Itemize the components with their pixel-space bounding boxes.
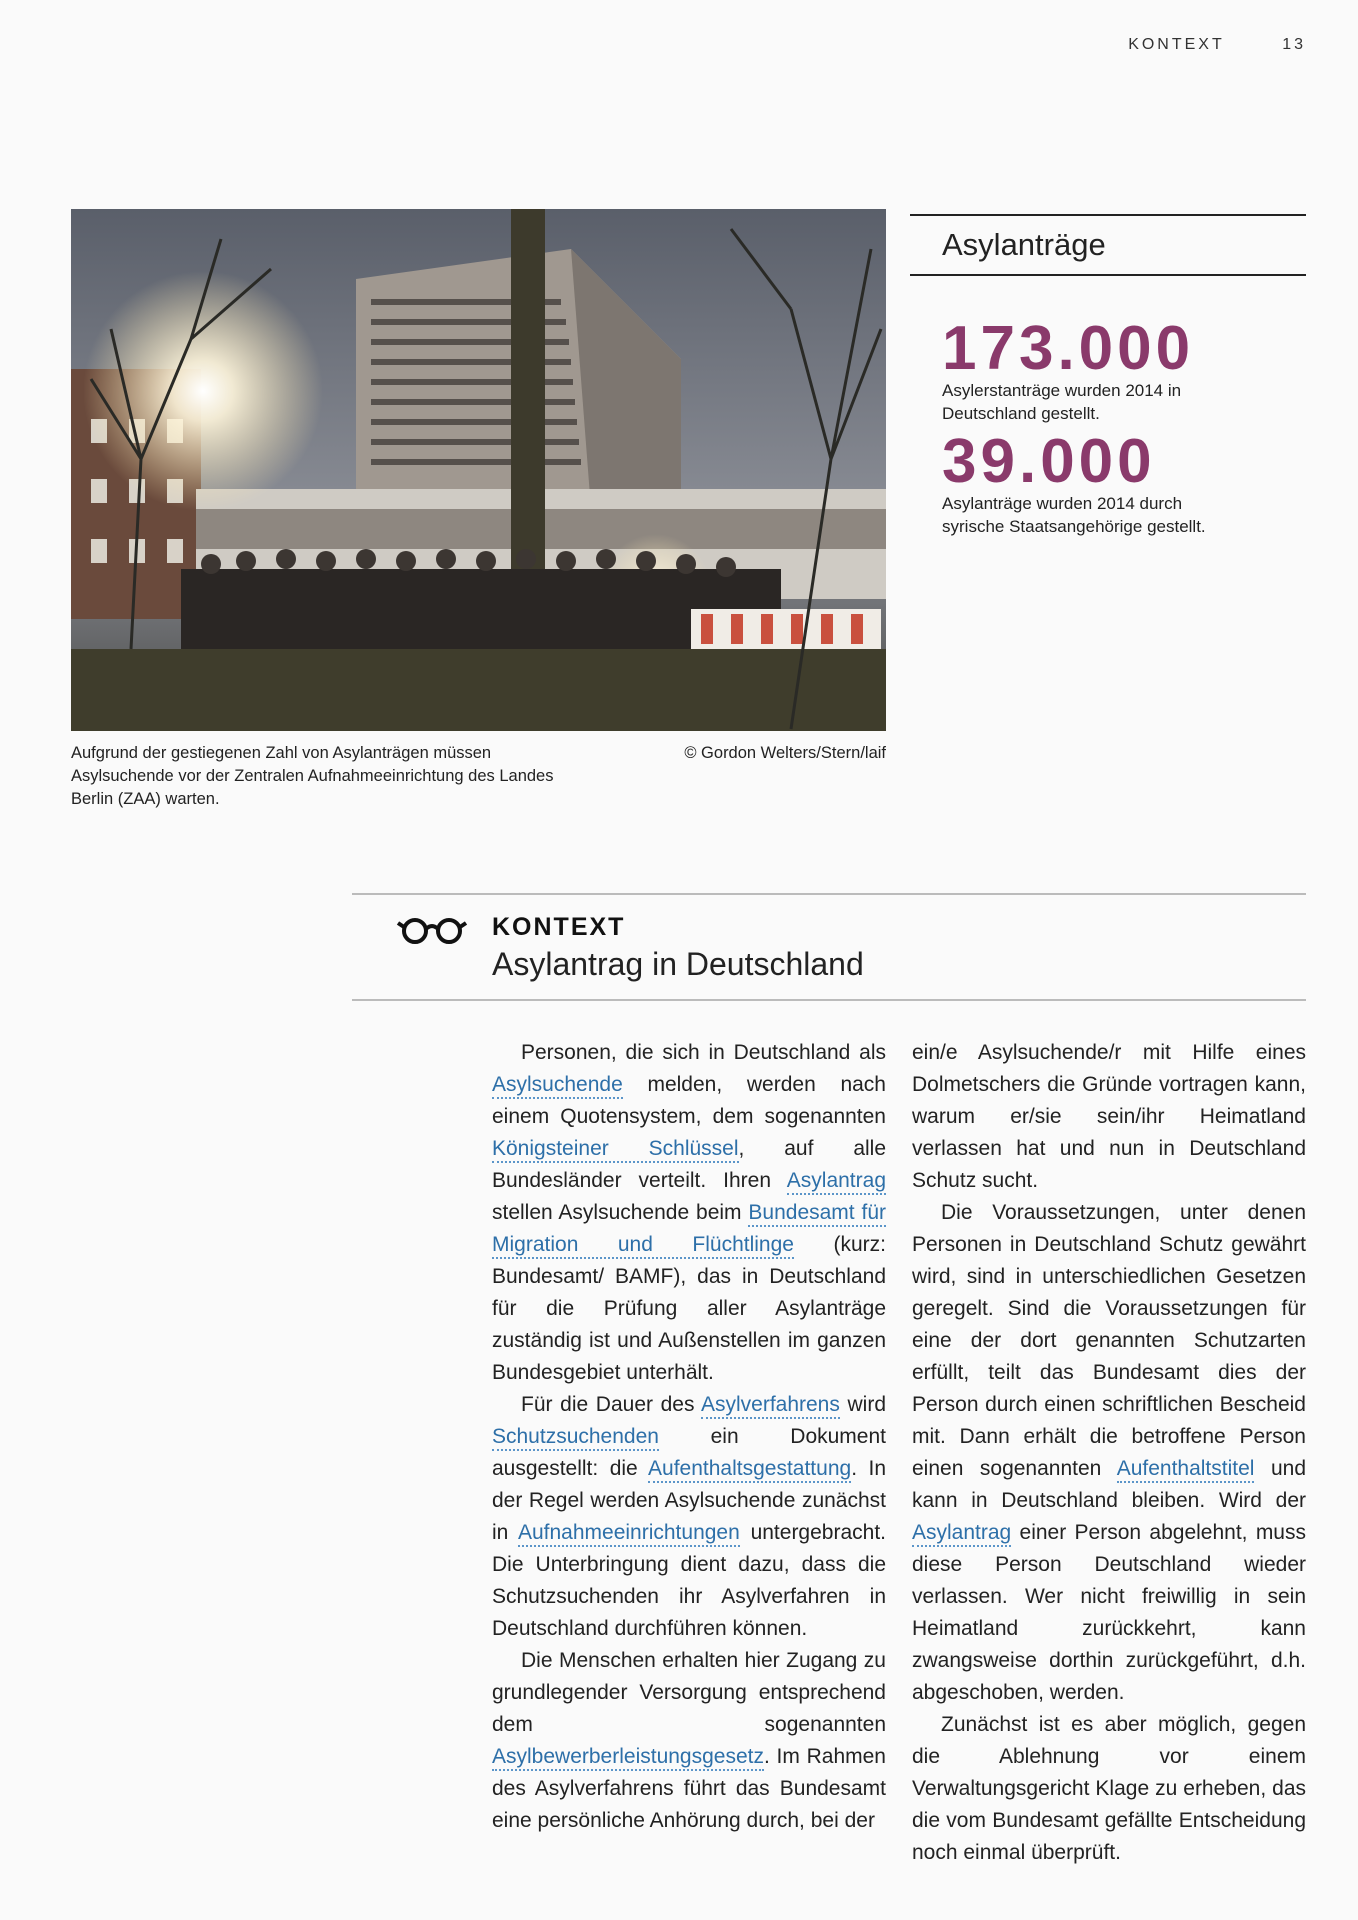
- context-bottom-rule: [352, 999, 1306, 1001]
- body-column-left: [492, 1037, 886, 1837]
- text: einer Person abgelehnt, muss diese Person Deutschland wieder verlassen. Wer nicht freiwillig in sein Heimatland zurückkehrt, kann zwangsweise dorthin zurückgeführt, d.h. abgeschoben, werden.: [912, 1521, 1306, 1704]
- text: (kurz: Bundesamt/ BAMF), das in Deutschland für die Prüfung aller Asylanträge zuständig ist und Außenstellen im ganzen Bundesgebiet unterhält.: [492, 1233, 886, 1384]
- text: melden, werden nach einem Quotensystem, dem sogenannten: [492, 1073, 886, 1128]
- text: Zunächst ist es aber möglich, gegen die Ablehnung vor einem Verwaltungsgericht Klage zu erheben, das die vom Bundesamt gefällte Entscheidung noch einmal überprüft.: [912, 1713, 1306, 1864]
- photo-image: [71, 209, 886, 731]
- context-title: Asylantrag in Deutschland: [492, 946, 864, 982]
- glossary-link[interactable]: Aufenthaltstitel: [1117, 1457, 1255, 1483]
- text: stellen Asylsuchende beim: [492, 1201, 749, 1224]
- paragraph: [492, 1037, 886, 1389]
- glasses-icon: [396, 913, 468, 949]
- stat-number: 173.000: [942, 314, 1195, 383]
- infobox: [910, 214, 1306, 536]
- stat-desc-line: Asylanträge wurden 2014 durch: [942, 494, 1183, 513]
- text: wird: [839, 1393, 886, 1416]
- photo-credit: © Gordon Welters/Stern/laif: [684, 744, 886, 762]
- infobox-title: Asylanträge: [942, 227, 1106, 262]
- text: ein Dokument ausgestellt: die: [492, 1425, 886, 1480]
- glossary-link[interactable]: Aufenthaltsgestattung: [648, 1457, 851, 1483]
- text: Die Menschen erhalten hier Zugang zu grundlegender Versorgung entsprechend dem sogenannten: [492, 1649, 886, 1736]
- text: untergebracht. Die Unterbringung dient dazu, dass die Schutzsuchenden ihr Asylverfahren in Deutschland durchführen können.: [492, 1521, 886, 1640]
- text: , auf alle Bundesländer verteilt. Ihren: [492, 1137, 887, 1192]
- text: Für die Dauer des: [521, 1393, 701, 1416]
- context-label: KONTEXT: [492, 913, 626, 941]
- glossary-link[interactable]: Asylverfahrens: [701, 1393, 840, 1419]
- glossary-link[interactable]: Königsteiner Schlüssel: [492, 1137, 739, 1163]
- stat-item: [942, 427, 1302, 538]
- page-number: 13: [1282, 36, 1306, 53]
- text: . Im Rahmen des Asylverfahrens führt das Bundesamt eine persönliche Anhörung durch, bei der: [492, 1745, 886, 1832]
- body-column-right: [912, 1037, 1306, 1869]
- photo: [71, 209, 886, 731]
- glossary-link[interactable]: Asylantrag: [787, 1169, 886, 1195]
- glossary-link[interactable]: Asylsuchende: [492, 1073, 623, 1099]
- paragraph: [912, 1037, 1306, 1197]
- glossary-link[interactable]: Schutzsuchenden: [492, 1425, 659, 1451]
- stat-desc-line: Asylerstanträge wurden 2014 in: [942, 381, 1182, 400]
- paragraph: [912, 1197, 1306, 1709]
- stat-item: [942, 314, 1302, 425]
- infobox-bottom-rule: [910, 274, 1306, 276]
- stat-desc-line: Deutschland gestellt.: [942, 404, 1100, 423]
- photo-caption: Aufgrund der gestiegenen Zahl von Asylanträgen müssen Asylsuchende vor der Zentralen Aufnahmeeinrichtung des Landes Berlin (ZAA) warten.: [71, 744, 554, 808]
- text: und kann in Deutschland bleiben. Wird der: [912, 1457, 1306, 1512]
- text: Die Voraussetzungen, unter denen Personen in Deutschland Schutz gewährt wird, sind in unterschiedlichen Gesetzen geregelt. Sind die Voraussetzungen für eine der dort genannten Schutzarten erfüllt, teilt das Bundesamt dies der Person durch einen schriftlichen Bescheid mit. Dann erhält die betroffene Person einen sogenannten: [912, 1201, 1306, 1480]
- paragraph: [492, 1645, 886, 1837]
- context-top-rule: [352, 893, 1306, 895]
- stat-description: [942, 492, 1302, 538]
- paragraph: [492, 1389, 886, 1645]
- section-label: KONTEXT: [1128, 36, 1225, 53]
- text: . In der Regel werden Asylsuchende zunächst in: [492, 1457, 887, 1544]
- stat-description: [942, 379, 1302, 425]
- page-header: [1128, 36, 1306, 54]
- glossary-link[interactable]: Aufnahmeeinrichtungen: [518, 1521, 740, 1547]
- glossary-link[interactable]: Asylbewerberleistungsgesetz: [492, 1745, 764, 1771]
- paragraph: [912, 1709, 1306, 1869]
- glossary-link[interactable]: Asylantrag: [912, 1521, 1011, 1547]
- text: Personen, die sich in Deutschland als: [521, 1041, 886, 1064]
- text: ein/e Asylsuchende/r mit Hilfe eines Dolmetschers die Gründe vortragen kann, warum er/sie sein/ihr Heimatland verlassen hat und nun in Deutschland Schutz sucht.: [912, 1041, 1306, 1192]
- stat-desc-line: syrische Staatsangehörige gestellt.: [942, 517, 1206, 536]
- glossary-link[interactable]: Bundesamt für Migration und Flüchtlinge: [492, 1201, 886, 1259]
- stat-number: 39.000: [942, 427, 1156, 496]
